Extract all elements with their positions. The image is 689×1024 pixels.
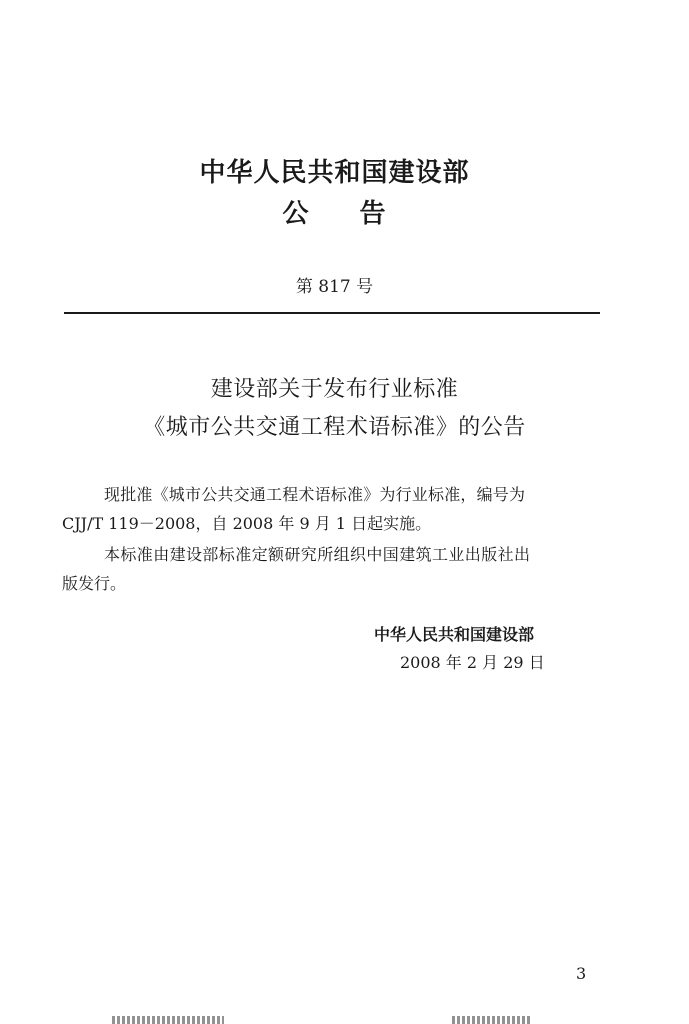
signature-date: 2008 年 2 月 29 日 — [400, 653, 545, 672]
paragraph-2-line-2: 版发行。 — [62, 574, 127, 593]
paragraph-2-line-1: 本标准由建设部标准定额研究所组织中国建筑工业出版社出 — [104, 545, 531, 564]
notice-heading: 公 告 — [282, 199, 387, 229]
paragraph-1-line-2: CJJ/T 119－2008，自 2008 年 9 月 1 日起实施。 — [62, 514, 432, 533]
header-divider — [64, 312, 600, 314]
page-number: 3 — [576, 964, 587, 983]
paragraph-1-line-1: 现批准《城市公共交通工程术语标准》为行业标准，编号为 — [104, 485, 526, 504]
subject-line-2: 《城市公共交通工程术语标准》的公告 — [143, 415, 526, 440]
signature-issuer: 中华人民共和国建设部 — [374, 625, 535, 644]
subject-line-1: 建设部关于发布行业标准 — [210, 377, 459, 402]
scan-edge-artifact-right — [452, 1016, 530, 1024]
notice-number: 第 817 号 — [295, 277, 374, 297]
scan-edge-artifact-left — [112, 1016, 224, 1024]
ministry-title: 中华人民共和国建设部 — [199, 158, 470, 188]
